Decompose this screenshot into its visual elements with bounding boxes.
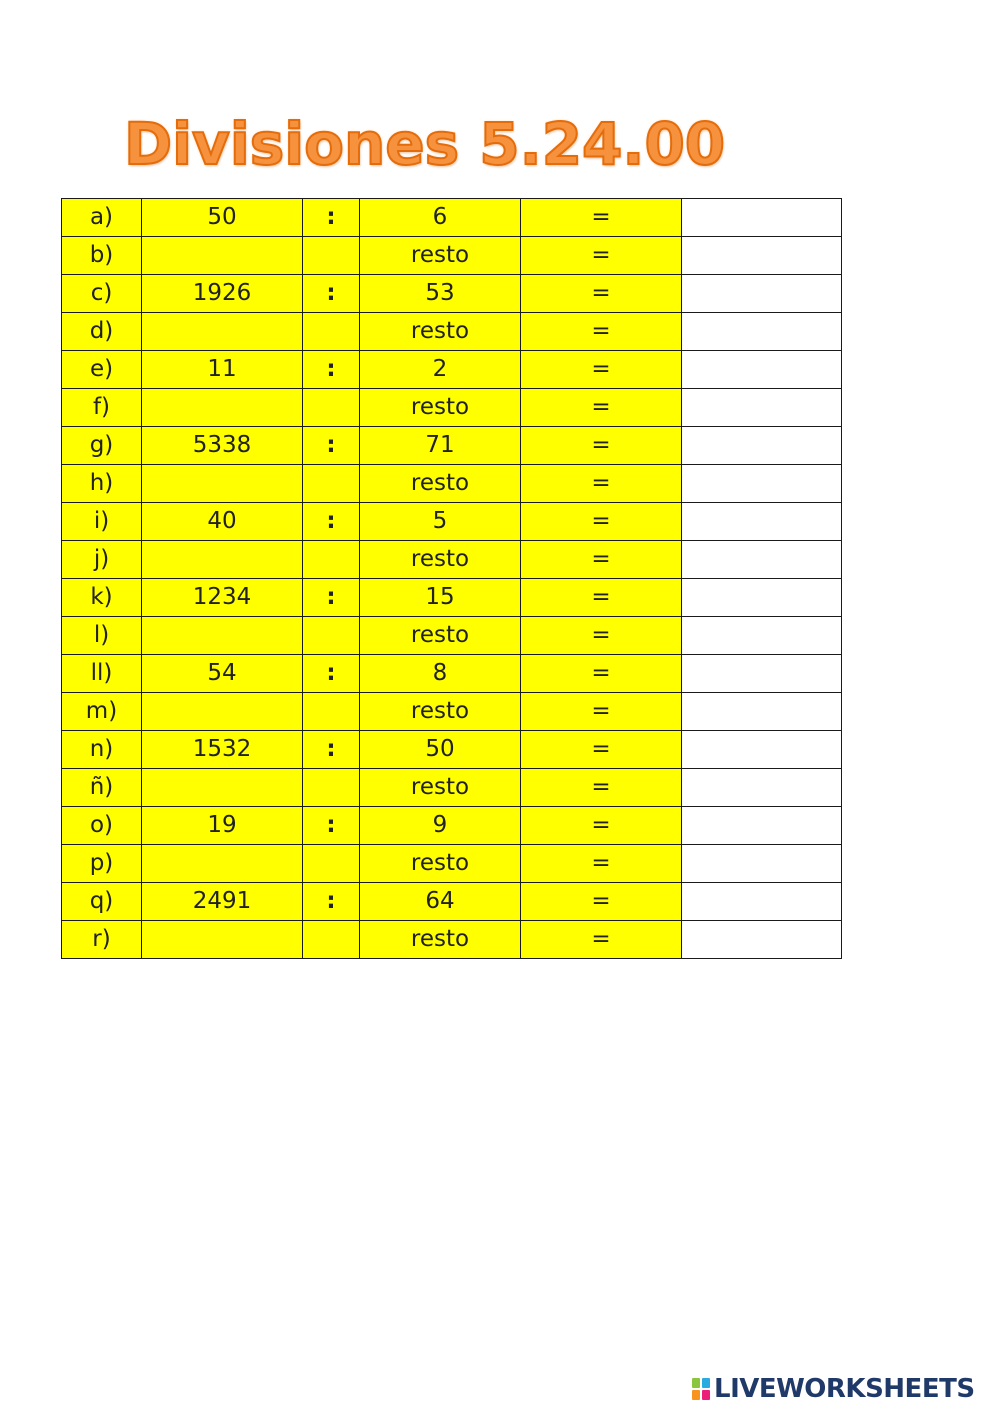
row-label: m) (62, 693, 142, 731)
operator-cell (303, 845, 360, 883)
table-row (62, 655, 842, 693)
operator-cell (303, 617, 360, 655)
divisor-cell: resto (360, 389, 521, 427)
answer-input[interactable] (682, 540, 845, 579)
divisor-cell: resto (360, 769, 521, 807)
table-row (62, 199, 842, 237)
divisor-cell: 64 (360, 883, 521, 921)
answer-input[interactable] (682, 312, 845, 351)
row-label: ñ) (62, 769, 142, 807)
operator-cell (303, 769, 360, 807)
row-label: r) (62, 921, 142, 959)
row-label: p) (62, 845, 142, 883)
dividend-cell (142, 237, 303, 275)
liveworksheets-brand (692, 1374, 975, 1404)
equals-cell: = (521, 693, 682, 731)
answer-input[interactable] (682, 768, 845, 807)
equals-cell: = (521, 199, 682, 237)
table-row (62, 731, 842, 769)
dividend-cell (142, 541, 303, 579)
answer-cell[interactable] (682, 693, 842, 731)
row-label: h) (62, 465, 142, 503)
divisor-cell: resto (360, 237, 521, 275)
row-label: d) (62, 313, 142, 351)
operator-cell (303, 389, 360, 427)
answer-input[interactable] (682, 350, 845, 389)
dividend-cell: 11 (142, 351, 303, 389)
equals-cell: = (521, 731, 682, 769)
answer-input[interactable] (682, 616, 845, 655)
operator-cell: : (303, 579, 360, 617)
table-row (62, 389, 842, 427)
operator-cell: : (303, 275, 360, 313)
divisor-cell: resto (360, 313, 521, 351)
row-label: n) (62, 731, 142, 769)
brand-text: LIVEWORKSHEETS (714, 1374, 975, 1404)
operator-cell (303, 465, 360, 503)
equals-cell: = (521, 503, 682, 541)
equals-cell: = (521, 617, 682, 655)
answer-cell[interactable] (682, 731, 842, 769)
operator-cell: : (303, 427, 360, 465)
answer-cell[interactable] (682, 199, 842, 237)
answer-cell[interactable] (682, 883, 842, 921)
equals-cell: = (521, 465, 682, 503)
table-row (62, 579, 842, 617)
dividend-cell (142, 845, 303, 883)
dividend-cell: 50 (142, 199, 303, 237)
divisions-table (61, 198, 842, 959)
answer-cell[interactable] (682, 275, 842, 313)
divisor-cell: 8 (360, 655, 521, 693)
row-label: l) (62, 617, 142, 655)
operator-cell: : (303, 807, 360, 845)
dividend-cell (142, 313, 303, 351)
answer-input[interactable] (682, 730, 845, 769)
answer-input[interactable] (682, 882, 845, 921)
equals-cell: = (521, 921, 682, 959)
answer-input[interactable] (682, 578, 845, 617)
table-row (62, 807, 842, 845)
divisor-cell: resto (360, 693, 521, 731)
answer-cell[interactable] (682, 313, 842, 351)
table-row (62, 237, 842, 275)
table-row (62, 693, 842, 731)
dividend-cell: 1926 (142, 275, 303, 313)
answer-input[interactable] (682, 692, 845, 731)
row-label: b) (62, 237, 142, 275)
equals-cell: = (521, 237, 682, 275)
divisor-cell: resto (360, 845, 521, 883)
divisor-cell: 6 (360, 199, 521, 237)
answer-input[interactable] (682, 920, 845, 959)
answer-cell[interactable] (682, 845, 842, 883)
answer-cell[interactable] (682, 769, 842, 807)
equals-cell: = (521, 313, 682, 351)
row-label: ll) (62, 655, 142, 693)
divisor-cell: resto (360, 617, 521, 655)
operator-cell: : (303, 351, 360, 389)
dividend-cell (142, 465, 303, 503)
divisor-cell: 53 (360, 275, 521, 313)
answer-cell[interactable] (682, 541, 842, 579)
row-label: f) (62, 389, 142, 427)
dividend-cell: 1234 (142, 579, 303, 617)
table-row (62, 845, 842, 883)
answer-input[interactable] (682, 388, 845, 427)
table-row (62, 503, 842, 541)
answer-cell[interactable] (682, 465, 842, 503)
operator-cell: : (303, 503, 360, 541)
table-row (62, 921, 842, 959)
answer-cell[interactable] (682, 351, 842, 389)
divisor-cell: 9 (360, 807, 521, 845)
answer-input[interactable] (682, 502, 845, 541)
dividend-cell (142, 693, 303, 731)
equals-cell: = (521, 845, 682, 883)
dividend-cell: 19 (142, 807, 303, 845)
answer-cell[interactable] (682, 655, 842, 693)
table-row (62, 351, 842, 389)
equals-cell: = (521, 883, 682, 921)
answer-input[interactable] (682, 426, 845, 465)
answer-cell[interactable] (682, 921, 842, 959)
dividend-cell: 1532 (142, 731, 303, 769)
row-label: g) (62, 427, 142, 465)
table-row (62, 883, 842, 921)
divisor-cell: resto (360, 465, 521, 503)
table-row (62, 313, 842, 351)
dividend-cell (142, 921, 303, 959)
dividend-cell: 5338 (142, 427, 303, 465)
table-row (62, 541, 842, 579)
row-label: q) (62, 883, 142, 921)
answer-input[interactable] (682, 806, 845, 845)
table-row (62, 769, 842, 807)
row-label: j) (62, 541, 142, 579)
dividend-cell: 40 (142, 503, 303, 541)
operator-cell (303, 541, 360, 579)
operator-cell: : (303, 655, 360, 693)
divisor-cell: 50 (360, 731, 521, 769)
answer-input[interactable] (682, 844, 845, 883)
answer-cell[interactable] (682, 807, 842, 845)
answer-input[interactable] (682, 236, 845, 275)
row-label: o) (62, 807, 142, 845)
answer-input[interactable] (682, 198, 845, 237)
divisor-cell: 15 (360, 579, 521, 617)
dividend-cell (142, 617, 303, 655)
answer-cell[interactable] (682, 579, 842, 617)
divisor-cell: 71 (360, 427, 521, 465)
equals-cell: = (521, 541, 682, 579)
operator-cell: : (303, 731, 360, 769)
liveworksheets-logo-icon (692, 1378, 710, 1400)
answer-cell[interactable] (682, 503, 842, 541)
row-label: e) (62, 351, 142, 389)
equals-cell: = (521, 389, 682, 427)
dividend-cell: 2491 (142, 883, 303, 921)
equals-cell: = (521, 655, 682, 693)
divisor-cell: 2 (360, 351, 521, 389)
dividend-cell (142, 389, 303, 427)
row-label: i) (62, 503, 142, 541)
dividend-cell: 54 (142, 655, 303, 693)
answer-input[interactable] (682, 654, 845, 693)
answer-cell[interactable] (682, 389, 842, 427)
equals-cell: = (521, 351, 682, 389)
row-label: c) (62, 275, 142, 313)
table-row (62, 617, 842, 655)
equals-cell: = (521, 807, 682, 845)
table-row (62, 427, 842, 465)
answer-cell[interactable] (682, 237, 842, 275)
table-row (62, 465, 842, 503)
equals-cell: = (521, 769, 682, 807)
operator-cell (303, 921, 360, 959)
equals-cell: = (521, 579, 682, 617)
divisor-cell: resto (360, 541, 521, 579)
row-label: k) (62, 579, 142, 617)
answer-input[interactable] (682, 464, 845, 503)
answer-cell[interactable] (682, 617, 842, 655)
row-label: a) (62, 199, 142, 237)
operator-cell (303, 693, 360, 731)
operator-cell: : (303, 883, 360, 921)
operator-cell (303, 237, 360, 275)
divisor-cell: resto (360, 921, 521, 959)
operator-cell (303, 313, 360, 351)
dividend-cell (142, 769, 303, 807)
page-title: Divisiones 5.24.00 (124, 110, 726, 178)
answer-input[interactable] (682, 274, 845, 313)
answer-cell[interactable] (682, 427, 842, 465)
divisor-cell: 5 (360, 503, 521, 541)
operator-cell: : (303, 199, 360, 237)
equals-cell: = (521, 427, 682, 465)
table-row (62, 275, 842, 313)
equals-cell: = (521, 275, 682, 313)
